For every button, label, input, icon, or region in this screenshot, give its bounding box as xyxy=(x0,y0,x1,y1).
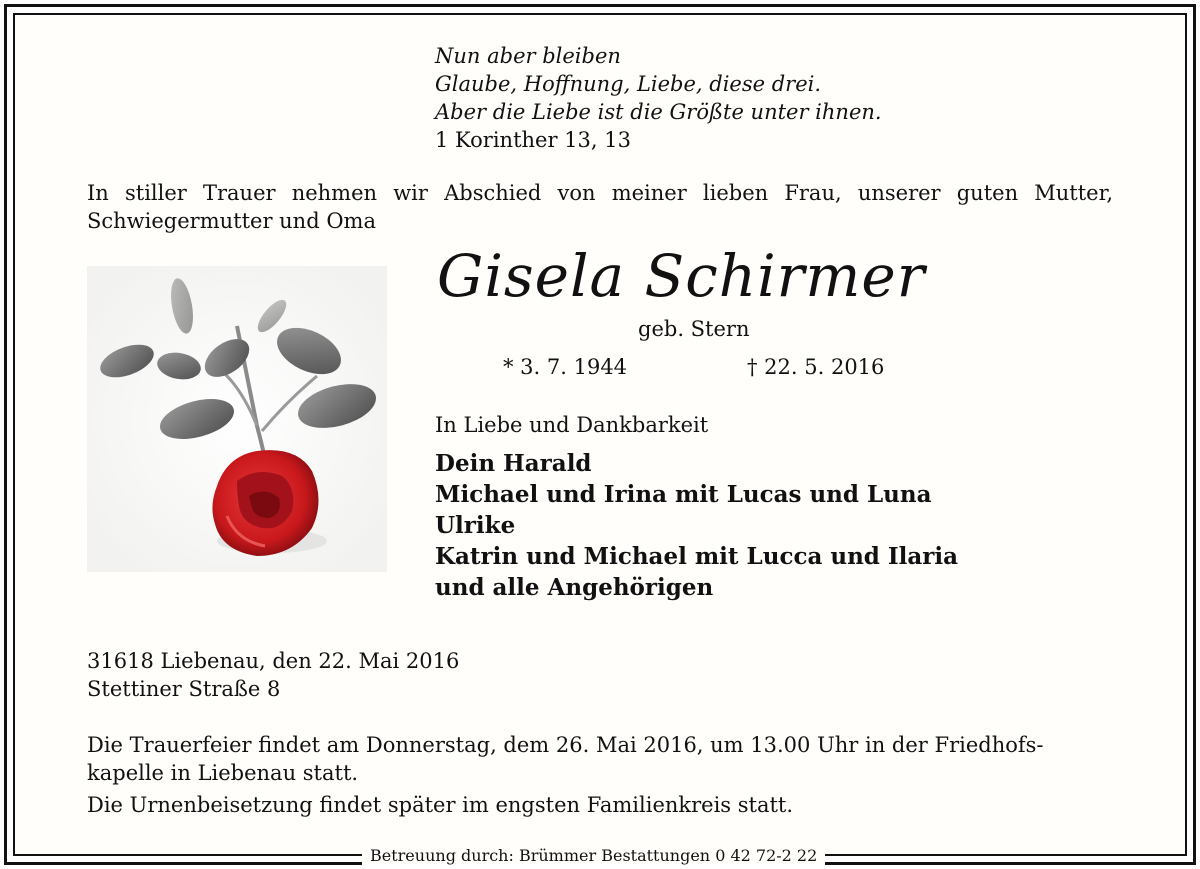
birth-date: * 3. 7. 1944 xyxy=(503,355,628,379)
mourners-heading: In Liebe und Dankbarkeit xyxy=(435,413,709,437)
intro-line: Schwiegermutter und Oma xyxy=(87,209,376,233)
intro-text xyxy=(87,179,1113,235)
rose-image xyxy=(87,266,387,572)
address-block xyxy=(87,647,459,703)
intro-line: In stiller Trauer nehmen wir Abschied von meiner lieben Frau, unserer guten Mutter, xyxy=(87,181,1113,205)
death-date: † 22. 5. 2016 xyxy=(747,355,885,379)
mourner-name: Katrin und Michael mit Lucca und Ilaria xyxy=(435,543,959,570)
undertaker-credit: Betreuung durch: Brümmer Bestattungen 0 42 72-2 22 xyxy=(362,846,825,865)
verse-line: Glaube, Hoffnung, Liebe, diese drei. xyxy=(435,72,822,96)
mourner-name: und alle Angehörigen xyxy=(435,574,714,601)
street-address: Stettiner Straße 8 xyxy=(87,677,281,701)
mourner-name: Michael und Irina mit Lucas und Luna xyxy=(435,481,932,508)
ceremony-line: kapelle in Liebenau statt. xyxy=(87,761,359,785)
bible-verse xyxy=(435,42,882,154)
mourner-name: Ulrike xyxy=(435,512,516,539)
verse-reference: 1 Korinther 13, 13 xyxy=(435,128,631,152)
mourners-list xyxy=(435,448,958,603)
place-date: 31618 Liebenau, den 22. Mai 2016 xyxy=(87,649,460,673)
verse-line: Nun aber bleiben xyxy=(435,44,621,68)
burial-info: Die Urnenbeisetzung findet später im engsten Familienkreis statt. xyxy=(87,793,794,817)
maiden-name: geb. Stern xyxy=(638,317,750,341)
deceased-name: Gisela Schirmer xyxy=(437,242,926,310)
verse-line: Aber die Liebe ist die Größte unter ihnen. xyxy=(435,100,882,124)
ceremony-line: Die Trauerfeier findet am Donnerstag, dem 26. Mai 2016, um 13.00 Uhr in der Friedhofs- xyxy=(87,733,1044,757)
rose-icon xyxy=(87,266,387,572)
mourner-name: Dein Harald xyxy=(435,450,592,477)
ceremony-info xyxy=(87,731,1044,787)
